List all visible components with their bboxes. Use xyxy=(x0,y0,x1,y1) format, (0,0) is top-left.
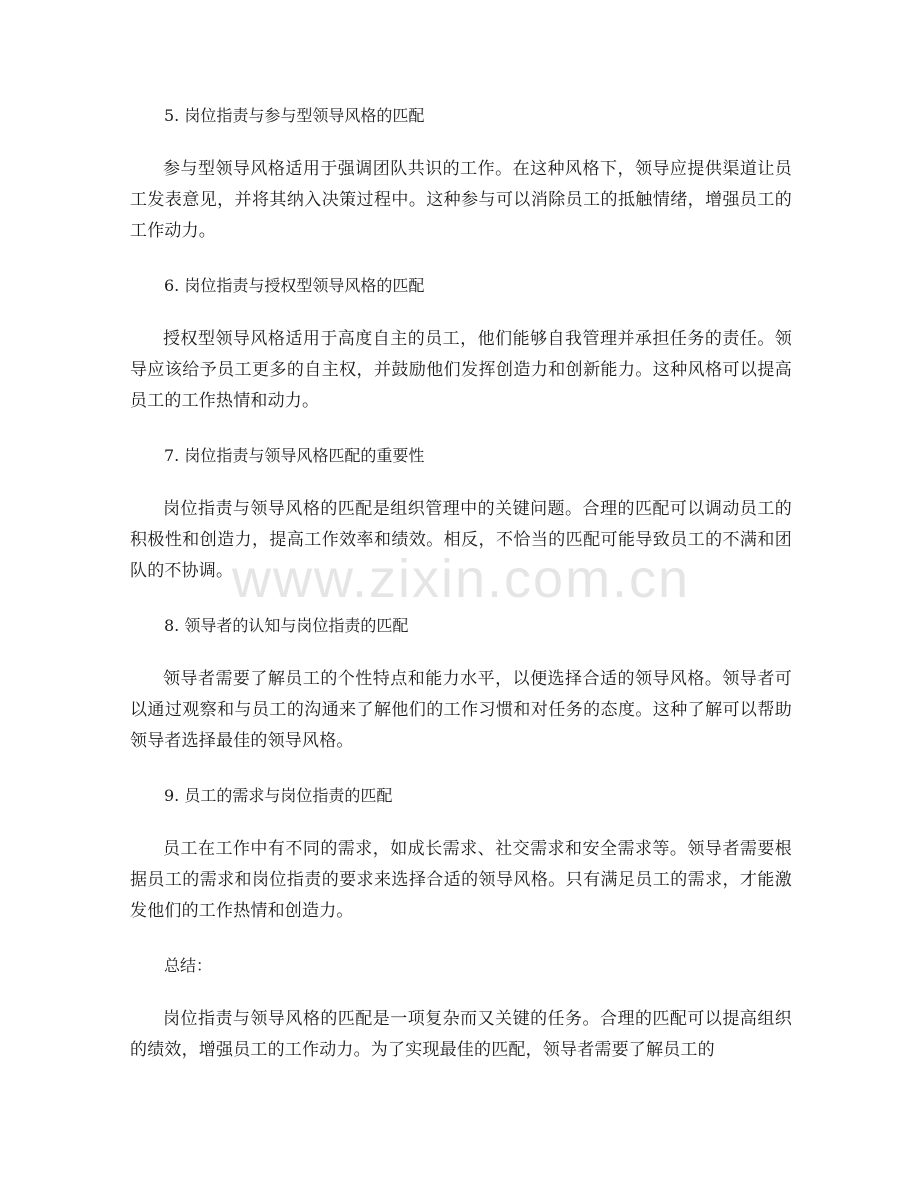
section-heading-7: 7. 岗位指责与领导风格匹配的重要性 xyxy=(164,446,425,465)
watermark-text: www.zixin.com.cn xyxy=(232,549,691,609)
section-heading-5: 5. 岗位指责与参与型领导风格的匹配 xyxy=(164,106,425,125)
section-paragraph-5: 参与型领导风格适用于强调团队共识的工作。在这种风格下，领导应提供渠道让员工发表意见，并将其纳入决策过程中。这种参与可以消除员工的抵触情绪，增强员工的工作动力。 xyxy=(130,159,792,241)
section-paragraph-9: 员工在工作中有不同的需求，如成长需求、社交需求和安全需求等。领导者需要根据员工的需求和岗位指责的要求来选择合适的领导风格。只有满足员工的需求，才能激发他们的工作热情和创造力。 xyxy=(130,839,792,921)
document-body xyxy=(130,104,792,1093)
section-paragraph-6: 授权型领导风格适用于高度自主的员工，他们能够自我管理并承担任务的责任。领导应该给予员工更多的自主权，并鼓励他们发挥创造力和创新能力。这种风格可以提高员工的工作热情和动力。 xyxy=(130,329,792,411)
section-heading-9: 9. 员工的需求与岗位指责的匹配 xyxy=(164,786,393,805)
summary-heading: 总结： xyxy=(164,956,213,975)
summary-paragraph: 岗位指责与领导风格的匹配是一项复杂而又关键的任务。合理的匹配可以提高组织的绩效，增强员工的工作动力。为了实现最佳的匹配，领导者需要了解员工的 xyxy=(130,1009,792,1060)
section-heading-6: 6. 岗位指责与授权型领导风格的匹配 xyxy=(164,276,425,295)
section-paragraph-7: 岗位指责与领导风格的匹配是组织管理中的关键问题。合理的匹配可以调动员工的积极性和创造力，提高工作效率和绩效。相反，不恰当的匹配可能导致员工的不满和团队的不协调。 xyxy=(130,499,792,581)
section-heading-8: 8. 领导者的认知与岗位指责的匹配 xyxy=(164,616,409,635)
section-paragraph-8: 领导者需要了解员工的个性特点和能力水平，以便选择合适的领导风格。领导者可以通过观察和与员工的沟通来了解他们的工作习惯和对任务的态度。这种了解可以帮助领导者选择最佳的领导风格。 xyxy=(130,669,792,751)
